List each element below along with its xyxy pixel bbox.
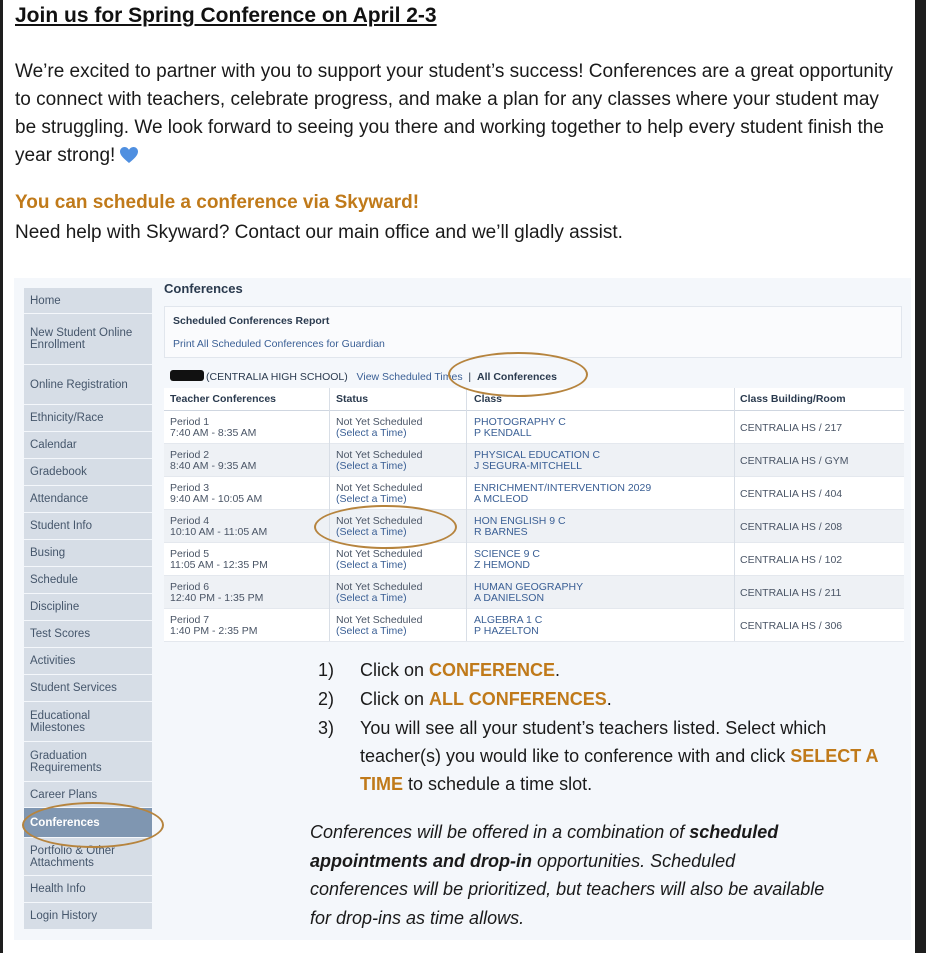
sidebar-item[interactable]: Portfolio & Other Attachments xyxy=(24,838,152,876)
sidebar-item[interactable]: Educational Milestones xyxy=(24,702,152,742)
status-cell xyxy=(336,549,466,571)
status-text: Not Yet Scheduled xyxy=(336,548,423,560)
status-cell xyxy=(336,483,466,505)
class-name-link[interactable]: PHYSICAL EDUCATION C xyxy=(474,449,601,461)
status-cell xyxy=(336,516,466,538)
sidebar-item[interactable]: Busing xyxy=(24,540,152,567)
class-cell xyxy=(474,483,724,505)
schedule-heading: You can schedule a conference via Skyward! xyxy=(15,192,420,213)
email-title: Join us for Spring Conference on April 2-3 xyxy=(15,4,437,27)
room-cell: CENTRALIA HS / 208 xyxy=(740,521,843,533)
status-cell xyxy=(336,582,466,604)
select-time-link[interactable]: (Select a Time) xyxy=(336,427,407,439)
class-cell xyxy=(474,516,724,538)
step-text-end: . xyxy=(555,660,561,680)
status-text: Not Yet Scheduled xyxy=(336,614,423,626)
status-text: Not Yet Scheduled xyxy=(336,581,423,593)
teacher-name-link[interactable]: A MCLEOD xyxy=(474,493,529,505)
room-cell: CENTRALIA HS / 404 xyxy=(740,488,843,500)
step-highlight: CONFERENCE xyxy=(429,660,556,680)
table-row xyxy=(164,510,904,543)
conferences-table xyxy=(164,388,904,642)
period-cell xyxy=(170,582,320,604)
column-divider xyxy=(329,388,330,641)
sidebar-item[interactable]: Student Info xyxy=(24,513,152,540)
step-highlight: SELECT A TIME xyxy=(360,746,878,794)
teacher-name-link[interactable]: P KENDALL xyxy=(474,427,532,439)
sidebar-item[interactable]: Attendance xyxy=(24,486,152,513)
sidebar-item[interactable]: Login History xyxy=(24,903,152,930)
sidebar-item[interactable]: Health Info xyxy=(24,876,152,903)
period-label: Period 6 xyxy=(170,581,210,593)
col-class[interactable]: Class xyxy=(474,393,503,405)
table-row xyxy=(164,444,904,477)
step-text-end: . xyxy=(606,689,612,709)
period-cell xyxy=(170,417,320,439)
period-time: 11:05 AM - 12:35 PM xyxy=(170,559,268,571)
sidebar-item[interactable]: Home xyxy=(24,288,152,314)
sidebar-item[interactable]: Graduation Requirements xyxy=(24,742,152,782)
period-label: Period 7 xyxy=(170,614,210,626)
period-label: Period 3 xyxy=(170,482,210,494)
separator: | xyxy=(468,371,472,383)
col-status[interactable]: Status xyxy=(336,393,369,405)
period-time: 10:10 AM - 11:05 AM xyxy=(170,526,268,538)
sidebar-item[interactable]: Schedule xyxy=(24,567,152,594)
room-cell: CENTRALIA HS / 217 xyxy=(740,422,843,434)
status-cell xyxy=(336,417,466,439)
select-time-link[interactable]: (Select a Time) xyxy=(336,559,407,571)
step-number: 3) xyxy=(318,718,335,738)
sidebar-item[interactable]: Student Services xyxy=(24,675,152,702)
page-title: Conferences xyxy=(164,281,243,296)
column-divider xyxy=(466,388,467,641)
col-building-room[interactable]: Class Building/Room xyxy=(740,393,846,405)
status-text: Not Yet Scheduled xyxy=(336,449,423,461)
period-time: 9:40 AM - 10:05 AM xyxy=(170,493,263,505)
class-cell xyxy=(474,549,724,571)
class-name-link[interactable]: ALGEBRA 1 C xyxy=(474,614,543,626)
sidebar-item[interactable]: Activities xyxy=(24,648,152,675)
class-cell xyxy=(474,417,724,439)
blue-heart-icon xyxy=(119,146,139,164)
note-bold: scheduled appointments and drop-in xyxy=(310,822,779,871)
class-name-link[interactable]: PHOTOGRAPHY C xyxy=(474,416,566,428)
table-header xyxy=(164,388,904,411)
step-highlight: ALL CONFERENCES xyxy=(429,689,607,709)
status-text: Not Yet Scheduled xyxy=(336,416,423,428)
teacher-name-link[interactable]: P HAZELTON xyxy=(474,625,539,637)
skyward-sidebar xyxy=(24,288,152,930)
period-cell xyxy=(170,450,320,472)
class-name-link[interactable]: ENRICHMENT/INTERVENTION 2029 xyxy=(474,482,652,494)
step-text: You will see all your student’s teachers listed. Select which teacher(s) you would like to conference with and click xyxy=(360,718,827,766)
report-box xyxy=(164,306,902,358)
view-scheduled-times-link[interactable]: View Scheduled Times xyxy=(356,371,463,383)
status-text: Not Yet Scheduled xyxy=(336,515,423,527)
table-row xyxy=(164,576,904,609)
status-cell xyxy=(336,615,466,637)
step-text-end: to schedule a time slot. xyxy=(403,774,593,794)
period-time: 1:40 PM - 2:35 PM xyxy=(170,625,258,637)
step-text: Click on xyxy=(360,660,430,680)
step-number: 2) xyxy=(318,689,335,709)
sidebar-item[interactable]: Gradebook xyxy=(24,459,152,486)
note-part2: opportunities. Scheduled conferences will be prioritized, but teachers will also be available for drop-ins as time allows. xyxy=(310,850,825,928)
class-cell xyxy=(474,615,724,637)
help-text: Need help with Skyward? Contact our main office and we’ll gladly assist. xyxy=(15,222,623,243)
select-time-link[interactable]: (Select a Time) xyxy=(336,592,407,604)
period-label: Period 4 xyxy=(170,515,210,527)
room-cell: CENTRALIA HS / 211 xyxy=(740,587,842,599)
status-text: Not Yet Scheduled xyxy=(336,482,423,494)
sidebar-item[interactable]: New Student Online Enrollment xyxy=(24,314,152,365)
step-number: 1) xyxy=(318,660,335,680)
period-cell xyxy=(170,615,320,637)
sidebar-item[interactable]: Conferences xyxy=(24,808,152,838)
period-label: Period 1 xyxy=(170,416,210,428)
teacher-name-link[interactable]: A DANIELSON xyxy=(474,592,545,604)
select-time-link[interactable]: (Select a Time) xyxy=(336,625,407,637)
sidebar-item[interactable]: Discipline xyxy=(24,594,152,621)
room-cell: CENTRALIA HS / 102 xyxy=(740,554,843,566)
teacher-name-link[interactable]: J SEGURA-MITCHELL xyxy=(474,460,582,472)
class-name-link[interactable]: SCIENCE 9 C xyxy=(474,548,540,560)
class-cell xyxy=(474,582,724,604)
conference-note xyxy=(310,818,830,932)
select-time-link[interactable]: (Select a Time) xyxy=(336,526,407,538)
step-item xyxy=(318,714,878,798)
class-name-link[interactable]: HON ENGLISH 9 C xyxy=(474,515,566,527)
sidebar-item[interactable]: Test Scores xyxy=(24,621,152,648)
sidebar-item[interactable]: Career Plans xyxy=(24,782,152,808)
print-report-link[interactable]: Print All Scheduled Conferences for Guardian xyxy=(173,338,385,350)
period-time: 8:40 AM - 9:35 AM xyxy=(170,460,257,472)
period-time: 12:40 PM - 1:35 PM xyxy=(170,592,264,604)
teacher-name-link[interactable]: Z HEMOND xyxy=(474,559,530,571)
period-label: Period 5 xyxy=(170,548,210,560)
period-time: 7:40 AM - 8:35 AM xyxy=(170,427,257,439)
period-cell xyxy=(170,483,320,505)
room-cell: CENTRALIA HS / GYM xyxy=(740,455,849,467)
redacted-name xyxy=(170,370,204,381)
note-part1: Conferences will be offered in a combination of xyxy=(310,822,690,842)
all-conferences-link[interactable]: All Conferences xyxy=(477,371,557,383)
sidebar-item[interactable]: Calendar xyxy=(24,432,152,459)
period-label: Period 2 xyxy=(170,449,210,461)
sidebar-item[interactable]: Ethnicity/Race xyxy=(24,405,152,432)
intro-paragraph xyxy=(15,58,895,170)
class-name-link[interactable]: HUMAN GEOGRAPHY xyxy=(474,581,584,593)
col-teacher-conferences[interactable]: Teacher Conferences xyxy=(170,393,277,405)
status-cell xyxy=(336,450,466,472)
school-line xyxy=(170,370,557,383)
class-cell xyxy=(474,450,724,472)
room-cell: CENTRALIA HS / 306 xyxy=(740,620,843,632)
table-row xyxy=(164,411,904,444)
instruction-steps xyxy=(318,656,878,799)
report-title: Scheduled Conferences Report xyxy=(173,315,330,327)
intro-text: We’re excited to partner with you to support your student’s success! Conferences are a great opportunity to connect with teachers, celebrate progress, and make a plan for any classes where your student may be struggling. We look forward to seeing you there and working together to help every student finish the year strong! xyxy=(15,61,893,166)
step-item xyxy=(318,685,878,713)
step-text: Click on xyxy=(360,689,430,709)
teacher-name-link[interactable]: R BARNES xyxy=(474,526,528,538)
sidebar-item[interactable]: Online Registration xyxy=(24,365,152,405)
select-time-link[interactable]: (Select a Time) xyxy=(336,493,407,505)
period-cell xyxy=(170,549,320,571)
school-name: (CENTRALIA HIGH SCHOOL) xyxy=(206,371,348,383)
step-item xyxy=(318,656,878,684)
select-time-link[interactable]: (Select a Time) xyxy=(336,460,407,472)
table-row xyxy=(164,609,904,642)
column-divider xyxy=(734,388,735,641)
table-row xyxy=(164,543,904,576)
table-row xyxy=(164,477,904,510)
period-cell xyxy=(170,516,320,538)
